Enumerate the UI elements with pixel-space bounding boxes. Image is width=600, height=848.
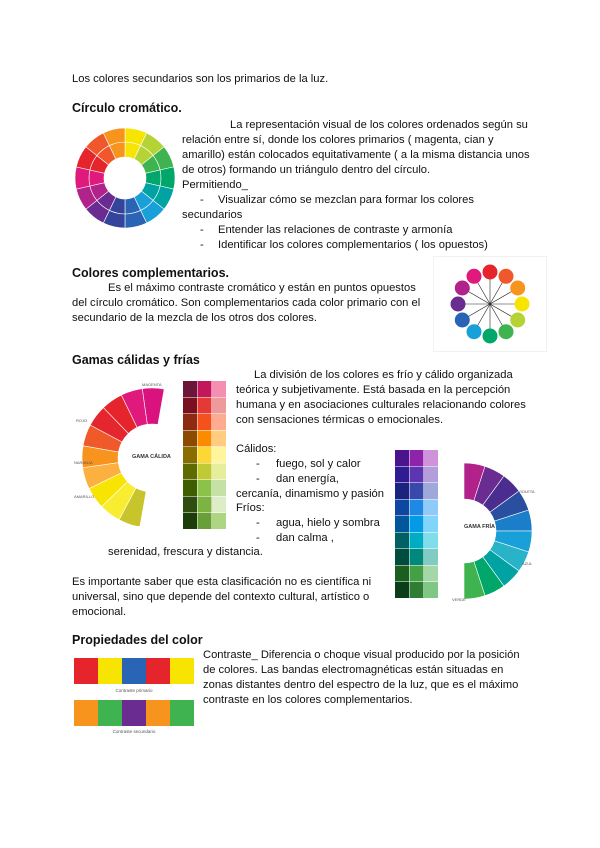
warm-swatch — [183, 398, 197, 414]
warm-swatch — [198, 447, 212, 463]
calidos-label: Cálidos: — [236, 443, 277, 455]
warm-gamut-image — [72, 376, 182, 526]
warm-swatch — [183, 497, 197, 513]
cold-swatch — [395, 516, 409, 532]
frios-item-2: dan calma , — [276, 532, 334, 544]
color-dot — [451, 297, 466, 312]
warm-swatch — [198, 480, 212, 496]
cold-swatch — [395, 467, 409, 483]
bullet-dash: - — [200, 194, 204, 206]
cold-swatch — [410, 566, 424, 582]
calidos-item-2: dan energía, — [276, 473, 339, 485]
cold-swatch — [395, 549, 409, 565]
sec3-line-3: humana y en asociaciones culturales relacionando colores — [236, 399, 526, 411]
cold-swatch — [395, 582, 409, 598]
cold-swatch — [410, 500, 424, 516]
heading-propiedades: Propiedades del color — [72, 633, 203, 647]
warm-swatch — [198, 414, 212, 430]
cold-swatch — [424, 500, 438, 516]
sec1-bullet-2: Entender las relaciones de contraste y armonía — [218, 224, 453, 236]
primary-strip-block — [74, 658, 98, 684]
intro-text: Los colores secundarios son los primarios de la luz. — [72, 73, 329, 85]
warm-swatch — [198, 497, 212, 513]
note-line-2: universal, sino que depende del contexto cultural, artístico o — [72, 591, 370, 603]
secondary-strip-block — [122, 700, 146, 726]
warm-swatch — [212, 480, 226, 496]
bullet-dash: - — [256, 532, 260, 544]
bullet-dash: - — [200, 239, 204, 251]
bullet-dash: - — [256, 458, 260, 470]
color-dot — [455, 281, 470, 296]
cold-swatch — [410, 467, 424, 483]
warm-swatch — [212, 447, 226, 463]
color-dot — [483, 329, 498, 344]
frios-item-1: agua, hielo y sombra — [276, 517, 380, 529]
sec4-line-1: Contraste_ Diferencia o choque visual producido por la posición — [203, 649, 520, 661]
cold-swatch — [395, 483, 409, 499]
cold-swatch-grid — [395, 450, 439, 600]
warm-tag-amarillo: AMARILLO — [74, 494, 95, 499]
cold-swatch — [395, 533, 409, 549]
sec1-bullet-1: Visualizar cómo se mezclan para formar los colores — [218, 194, 474, 206]
cold-swatch — [424, 450, 438, 466]
cold-swatch — [395, 566, 409, 582]
sec1-line-1: La representación visual de los colores ordenados según su — [230, 119, 528, 131]
primary-strip-block — [170, 658, 194, 684]
sec4-line-2: de colores. Las bandas electromagnéticas están situadas en — [203, 664, 504, 676]
warm-swatch — [212, 464, 226, 480]
warm-swatch — [198, 464, 212, 480]
color-dot — [499, 269, 514, 284]
complementary-wheel-image — [433, 256, 547, 352]
color-dot — [499, 324, 514, 339]
color-dot — [510, 313, 525, 328]
color-wheel-image — [74, 127, 176, 229]
contrast-strips-image — [74, 658, 194, 736]
strip1-caption: Contraste primario — [115, 688, 153, 693]
warm-swatch — [183, 431, 197, 447]
sec1-bullet-3: Identificar los colores complementarios ( los opuestos) — [218, 239, 488, 251]
cold-swatch — [410, 582, 424, 598]
strip2-caption: Contraste secundario — [112, 729, 156, 734]
cold-tag-azul: AZUL — [522, 561, 533, 566]
sec2-line-1: Es el máximo contraste cromático y están en puntos opuestos — [108, 282, 416, 294]
color-dot — [455, 313, 470, 328]
cold-tag-violeta: VIOLETA — [518, 489, 535, 494]
warm-tag-magenta: MAGENTA — [142, 382, 162, 387]
sec1-line-3: amarillo) están colocados equitativamente ( a la misma distancia unos — [182, 149, 530, 161]
color-dot — [483, 265, 498, 280]
heading-gamas: Gamas cálidas y frías — [72, 353, 200, 367]
sec3-line-2: teórica y subjetivamente. Está basada en la percepción — [236, 384, 511, 396]
sec4-line-3: zonas distantes dentro del espectro de la luz, que es el máximo — [203, 679, 519, 691]
wheel-segment-outer — [160, 167, 175, 189]
heading-circulo-cromatico: Círculo cromático. — [72, 101, 182, 115]
warm-swatch — [198, 513, 212, 529]
wheel-segment-outer — [75, 167, 90, 189]
warm-swatch — [183, 513, 197, 529]
cold-gamut-label: GAMA FRÍA — [464, 524, 495, 530]
sec3-line-1: La división de los colores es frío y cálido organizada — [254, 369, 513, 381]
sec1-line-2: relación entre sí, donde los colores primarios ( magenta, cian y — [182, 134, 494, 146]
sec1-line-5: Permitiendo_ — [182, 179, 248, 191]
cold-swatch — [424, 566, 438, 582]
secondary-strip-block — [74, 700, 98, 726]
secondary-strip-block — [170, 700, 194, 726]
cold-swatch — [424, 582, 438, 598]
warm-swatch — [183, 447, 197, 463]
warm-swatch — [212, 381, 226, 397]
warm-swatch — [212, 513, 226, 529]
cold-swatch — [424, 549, 438, 565]
warm-gamut-label: GAMA CÁLIDA — [132, 454, 171, 460]
warm-swatch — [183, 414, 197, 430]
cold-swatch — [395, 450, 409, 466]
primary-strip-block — [146, 658, 170, 684]
secondary-strip-block — [98, 700, 122, 726]
cold-swatch — [424, 533, 438, 549]
cold-gamut-image — [442, 455, 542, 605]
warm-tag-rojo: ROJO — [76, 418, 88, 423]
color-dot — [467, 324, 482, 339]
sec1-bullet-1-cont: secundarios — [182, 209, 243, 221]
calidos-item-1: fuego, sol y calor — [276, 458, 361, 470]
warm-swatch — [183, 381, 197, 397]
bullet-dash: - — [200, 224, 204, 236]
cold-swatch — [424, 483, 438, 499]
sec4-line-4: contraste en los colores complementarios. — [203, 694, 413, 706]
cold-swatch — [410, 483, 424, 499]
color-dot — [515, 297, 530, 312]
warm-swatch — [198, 398, 212, 414]
cold-swatch — [410, 450, 424, 466]
cold-swatch — [410, 516, 424, 532]
bullet-dash: - — [256, 517, 260, 529]
frios-label: Fríos: — [236, 502, 265, 514]
warm-swatch — [183, 464, 197, 480]
cold-swatch — [410, 533, 424, 549]
note-line-3: emocional. — [72, 606, 127, 618]
warm-swatch — [212, 398, 226, 414]
warm-swatch — [198, 431, 212, 447]
warm-swatch — [212, 431, 226, 447]
heading-colores-complementarios: Colores complementarios. — [72, 266, 229, 280]
sec2-line-3: secundario de la mezcla de los otros dos colores. — [72, 312, 318, 324]
primary-strip-block — [122, 658, 146, 684]
cold-swatch — [424, 467, 438, 483]
sec1-line-4: de otros) formando un triángulo dentro del círculo. — [182, 164, 431, 176]
cold-swatch — [410, 549, 424, 565]
color-dot — [510, 281, 525, 296]
warm-tag-naranja: NARANJA — [74, 460, 93, 465]
primary-strip-block — [98, 658, 122, 684]
cold-swatch — [395, 500, 409, 516]
warm-swatch — [198, 381, 212, 397]
sec2-line-2: del círculo cromático. Son complementarios cada color primario con el — [72, 297, 421, 309]
warm-swatch — [183, 480, 197, 496]
warm-swatch-grid — [183, 381, 227, 531]
color-dot — [467, 269, 482, 284]
note-line-1: Es importante saber que esta clasificación no es científica ni — [72, 576, 372, 588]
secondary-strip-block — [146, 700, 170, 726]
sec3-line-4: con sensaciones térmicas o emocionales. — [236, 414, 444, 426]
cold-swatch — [424, 516, 438, 532]
bullet-dash: - — [256, 473, 260, 485]
warm-swatch — [212, 497, 226, 513]
warm-swatch — [212, 414, 226, 430]
cold-tag-verde: VERDE — [452, 597, 466, 602]
calidos-cont: cercanía, dinamismo y pasión — [236, 488, 384, 500]
frios-cont: serenidad, frescura y distancia. — [108, 546, 263, 558]
